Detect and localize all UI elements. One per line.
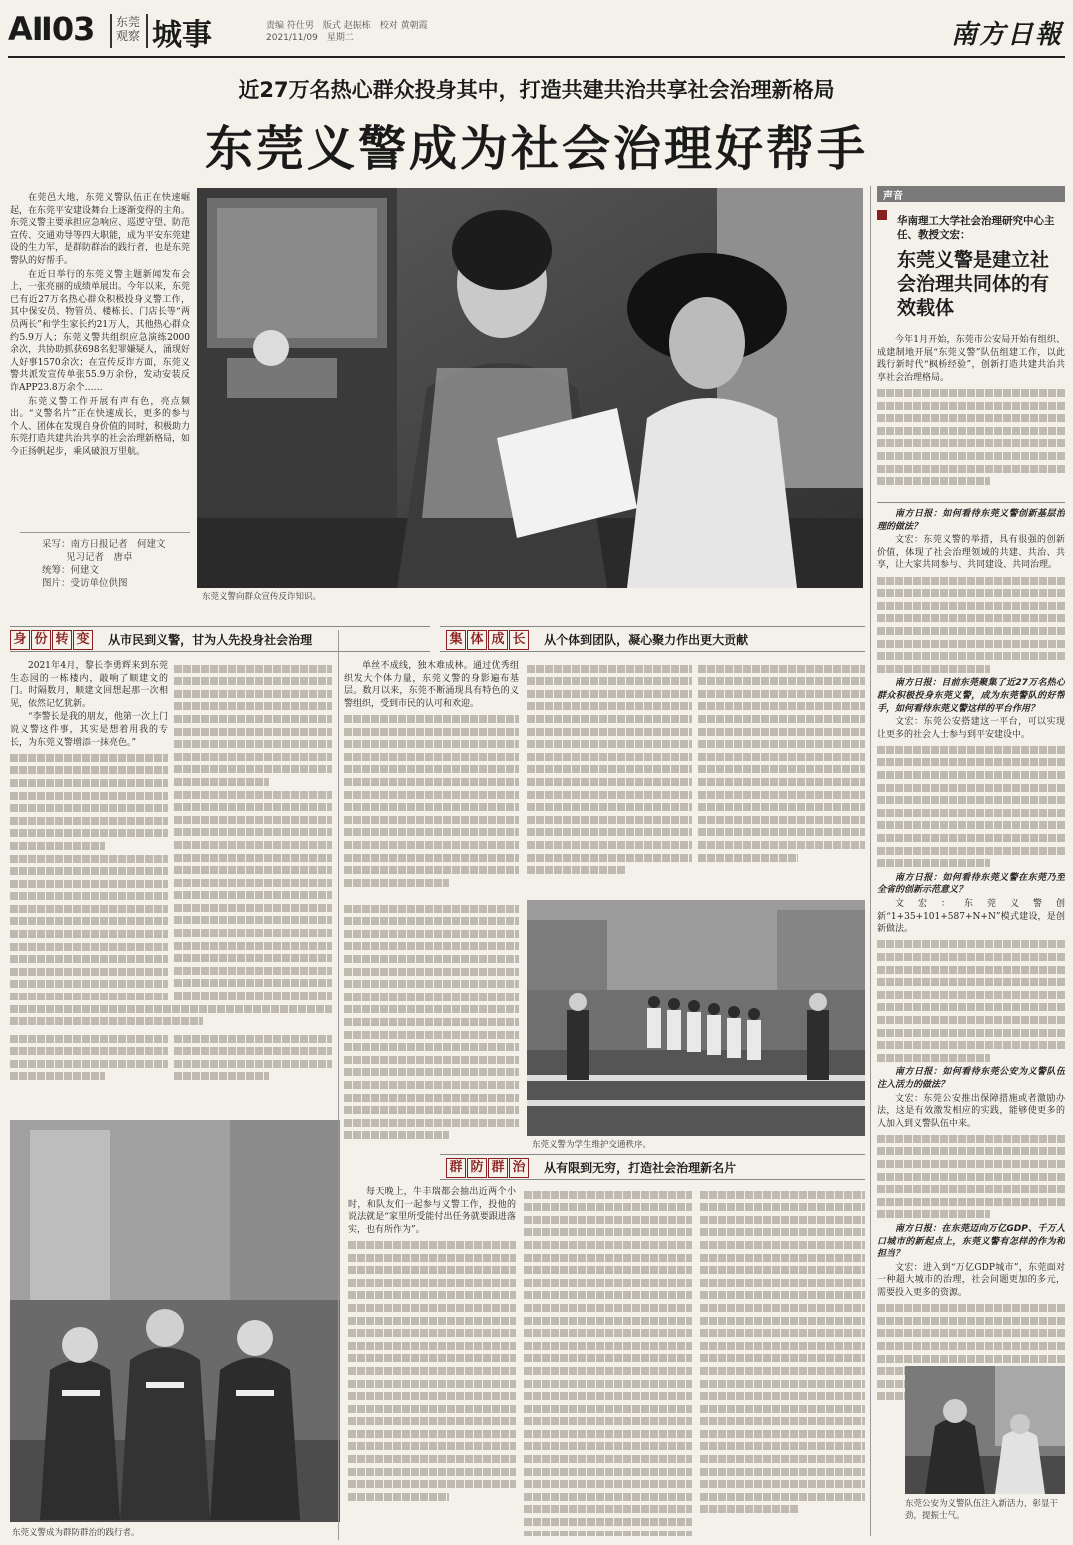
body-column bbox=[10, 1030, 168, 1090]
byline-line: 图片：受访单位供图 bbox=[42, 578, 128, 589]
byline bbox=[42, 538, 192, 590]
question: 南方日报：如何看待东莞义警创新基层治理的做法？ bbox=[877, 509, 1065, 532]
lead-paragraph: 在莞邑大地，东莞义警队伍正在快速崛起，在东莞平安建设舞台上逐渐变得的主角。东莞义警主要承担应急响应、巡逻守望、防范宣传、交通劝导等四大职能，成为平安东莞建设的生力军，是群防群治的践行者，也是东莞警队的好帮手。 bbox=[10, 193, 190, 266]
sidebar-photo bbox=[905, 1366, 1065, 1494]
body-column bbox=[527, 660, 692, 900]
body-column bbox=[10, 660, 168, 1000]
answer: 文宏：东莞义警创新“1+35+101+587+N+N”模式建设，是创新做法。 bbox=[877, 899, 1065, 935]
tag-char: 防 bbox=[467, 1158, 487, 1178]
section-tag bbox=[446, 1158, 529, 1178]
section-header-growth bbox=[440, 626, 865, 652]
body-column bbox=[344, 660, 519, 900]
tag-char: 变 bbox=[73, 630, 93, 650]
section-title: 从市民到义警，甘为人先投身社会治理 bbox=[108, 633, 313, 647]
bullet-square bbox=[877, 210, 887, 220]
body-column bbox=[344, 900, 519, 1150]
lead-paragraph: 东莞义警工作开展有声有色，亮点频出。“义警名片”正在快速成长，更多的参与个人、团体在发现自身价值的同时，积极助力东莞打造共建共治共享的社会治理新格局，如今正扬帆起步，乘风破浪万里航。 bbox=[10, 396, 190, 457]
section-tag bbox=[10, 630, 93, 650]
tag-char: 转 bbox=[52, 630, 72, 650]
sidebar-photo-image bbox=[905, 1366, 1065, 1494]
body-column bbox=[348, 1186, 516, 1536]
byline-line: 见习记者 唐卓 bbox=[66, 552, 133, 563]
answer: 文宏：进入到“万亿GDP城市”，东莞面对一种超大城市的治理，社会问题更加的多元，需要投入更多的资源。 bbox=[877, 1262, 1065, 1298]
page-number: AⅡ03 bbox=[8, 10, 95, 48]
divider bbox=[20, 532, 190, 533]
body-column bbox=[10, 1000, 332, 1028]
byline-line: 采写：南方日报记者 何建文 bbox=[42, 539, 166, 550]
credits-date: 2021/11/09 星期二 bbox=[266, 33, 354, 43]
body-column bbox=[700, 1186, 865, 1536]
body-column bbox=[524, 1186, 692, 1536]
credits bbox=[266, 20, 496, 44]
tag-char: 长 bbox=[509, 630, 529, 650]
tag-char: 体 bbox=[467, 630, 487, 650]
bottom-photo bbox=[10, 1120, 340, 1522]
main-photo bbox=[197, 188, 863, 588]
sidebar-photo-caption: 东莞公安为义警队伍注入新活力，彰显干劲，提振士气。 bbox=[905, 1499, 1059, 1521]
tag-char: 身 bbox=[10, 630, 30, 650]
section-name-small: 东莞观察 bbox=[116, 15, 141, 43]
masthead bbox=[8, 6, 1065, 58]
voice-label: 声音 bbox=[883, 191, 903, 202]
sidebar-lead: 今年1月开始，东莞市公安局开始有组织、成建制地开展“东莞义警”队伍组建工作，以此践行新时代“枫桥经验”，创新打造共建共治共享社会治理格局。 bbox=[877, 335, 1065, 383]
body-paragraph: 单丝不成线，独木难成林。通过优秀组织发大个体力量，东莞义警的身影遍布基层。数月以来，东莞不断涌现具有特色的义警组织，受到市民的认可和欢迎。 bbox=[344, 661, 519, 709]
column-rule bbox=[870, 186, 871, 1536]
question: 南方日报：在东莞迈向万亿GDP、千万人口城市的新起点上，东莞义警有怎样的作为和担当？ bbox=[877, 1224, 1065, 1260]
body-paragraph: 2021年4月，黎长李勇辉来到东莞生态园的一栋楼内，敲响了顺建文的门。时隔数月，顺建文回想起那一次相见，依然记忆犹新。 bbox=[10, 661, 168, 709]
section-header-governance bbox=[440, 1154, 865, 1180]
answer: 文宏：东莞义警的举措，具有很强的创新价值，体现了社会治理领域的共建、共治、共享，让大家共同参与、共同建设、共同治理。 bbox=[877, 535, 1065, 571]
credits-editors: 责编 符仕男 版式 赵振栋 校对 黄朝霞 bbox=[266, 21, 428, 31]
interview-title: 东莞义警是建立社会治理共同体的有效载体 bbox=[897, 249, 1050, 319]
tag-char: 份 bbox=[31, 630, 51, 650]
tag-char: 群 bbox=[446, 1158, 466, 1178]
section-header-identity bbox=[10, 626, 430, 652]
divider bbox=[877, 502, 1065, 503]
tag-char: 治 bbox=[509, 1158, 529, 1178]
interview-sidebar bbox=[877, 186, 1065, 1536]
sidebar-qa bbox=[877, 508, 1065, 1428]
interviewee-intro: 华南理工大学社会治理研究中心主任、教授文宏： bbox=[897, 215, 1055, 241]
mid-photo bbox=[527, 900, 865, 1136]
question: 南方日报：如何看待东莞义警在东莞乃至全省的创新示范意义？ bbox=[877, 872, 1065, 896]
divider bbox=[110, 14, 112, 48]
mid-photo-image bbox=[527, 900, 865, 1136]
byline-line: 统筹：何建文 bbox=[42, 565, 100, 576]
mid-photo-caption: 东莞义警为学生维护交通秩序。 bbox=[532, 1140, 652, 1150]
tag-char: 群 bbox=[488, 1158, 508, 1178]
main-photo-caption: 东莞义警向群众宣传反诈知识。 bbox=[202, 592, 322, 602]
section-title: 从个体到团队，凝心聚力作出更大贡献 bbox=[544, 633, 749, 647]
bottom-photo-caption: 东莞义警成为群防群治的践行者。 bbox=[12, 1528, 140, 1538]
question: 南方日报：目前东莞聚集了近27万名热心群众积极投身东莞义警，成为东莞警队的好帮手，如何看待东莞义警这样的平台作用？ bbox=[877, 678, 1065, 714]
section-tag bbox=[446, 630, 529, 650]
subheadline: 近27万名热心群众投身其中，打造共建共治共享社会治理新格局 bbox=[238, 78, 835, 102]
divider bbox=[146, 14, 148, 48]
body-column bbox=[174, 1030, 332, 1090]
section-title: 从有限到无穷，打造社会治理新名片 bbox=[544, 1161, 737, 1175]
body-column bbox=[698, 660, 865, 900]
newspaper-logo: 南方日報 bbox=[950, 20, 1063, 50]
lead-paragraph: 在近日举行的东莞义警主题新闻发布会上，一张亮丽的成绩单展出。今年以来，东莞已有近27万名热心群众积极投身义警工作，其中保安员、物管员、楼栋长、门店长等“两员两长”和学生家长约21万人，其他热心群众约5.9万人；东莞义警共组织应急演练2000余次，共协助抓获698名犯罪嫌疑人，涌现好人好事1570余次；在宣传反诈方面，东莞义警共派发宣传单张55.9万余份，发动安装反诈APP23.8万余个…… bbox=[10, 269, 190, 393]
tag-char: 成 bbox=[488, 630, 508, 650]
bottom-photo-image bbox=[10, 1120, 340, 1522]
section-name: 城事 bbox=[152, 18, 212, 53]
voice-label-bar bbox=[877, 186, 1065, 202]
answer: 文宏：东莞公安搭建这一平台，可以实现让更多的社会人士参与到平安建设中。 bbox=[877, 717, 1065, 740]
tag-char: 集 bbox=[446, 630, 466, 650]
answer: 文宏：东莞公安推出保障措施或者激励办法，这是有效激发相应的实践，能够使更多的人加入到义警队伍中来。 bbox=[877, 1093, 1065, 1129]
body-paragraph: “李警长是我的朋友，他第一次上门说义警这件事，其实是想着用我的专长，为东莞义警增添一抹亮色。” bbox=[10, 712, 168, 748]
main-photo-image bbox=[197, 188, 863, 588]
body-column bbox=[174, 660, 332, 1000]
question: 南方日报：如何看待东莞公安为义警队伍注入活力的做法？ bbox=[877, 1067, 1065, 1090]
sidebar-text bbox=[877, 334, 1065, 494]
body-paragraph: 每天晚上，牛丰瑞都会抽出近两个小时，和队友们一起参与义警工作，投他的说法就是“家里所受能付出任务就要跟进落实，也有所作为”。 bbox=[348, 1187, 516, 1235]
lead-column bbox=[10, 192, 190, 532]
column-rule bbox=[338, 630, 339, 1540]
headline: 东莞义警成为社会治理好帮手 bbox=[204, 121, 868, 177]
